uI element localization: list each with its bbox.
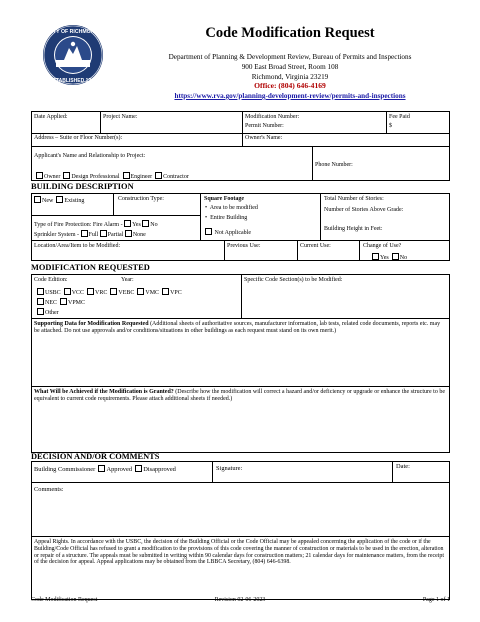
code-nec-option[interactable]: NEC	[37, 300, 57, 306]
fee-paid-label[interactable]: Fee Paid	[389, 114, 410, 120]
other-checkbox[interactable]	[37, 308, 44, 315]
change-yes-option[interactable]: Yes	[372, 255, 389, 261]
fee-dollar-sign: $	[389, 123, 392, 129]
construction-type-label[interactable]: Construction Type:	[118, 196, 164, 202]
code-other-option[interactable]: Other	[37, 308, 59, 317]
current-use-label[interactable]: Current Use:	[300, 243, 331, 249]
commissioner-row: Building Commissioner Approved Disapproved	[34, 466, 176, 473]
code-vrc-option[interactable]: VRC	[87, 290, 107, 296]
address-label[interactable]: Address – Suite or Floor Number(s):	[34, 135, 123, 141]
vpc-checkbox[interactable]	[162, 288, 169, 295]
previous-use-label[interactable]: Previous Use:	[227, 243, 261, 249]
total-stories-label[interactable]: Total Number of Stories:	[324, 196, 384, 202]
stories-above-grade-label[interactable]: Number of Stories Above Grade:	[324, 207, 404, 213]
role-owner-option[interactable]: Owner	[36, 174, 60, 180]
website-link[interactable]: https://www.rva.gov/planning-development-review/permits-and-inspections	[174, 92, 406, 100]
applicant-role-options	[36, 172, 189, 181]
sprinkler-none-option[interactable]: None	[125, 232, 146, 238]
contractor-checkbox[interactable]	[155, 172, 162, 179]
modification-requested-heading: MODIFICATION REQUESTED	[31, 263, 150, 272]
code-usbc-option[interactable]: USBC	[37, 290, 61, 296]
year-label[interactable]: Year:	[121, 277, 134, 283]
vrc-checkbox[interactable]	[87, 288, 94, 295]
vpmc-checkbox[interactable]	[60, 298, 67, 305]
svg-text:ESTABLISHED 1742: ESTABLISHED 1742	[49, 78, 97, 84]
owner-checkbox[interactable]	[36, 172, 43, 179]
not-applicable-checkbox[interactable]	[205, 228, 212, 235]
applicant-label[interactable]: Applicant's Name and Relationship to Project:	[34, 153, 146, 159]
disapproved-option[interactable]: Disapproved	[135, 466, 176, 473]
svg-text:CITY OF RICHMOND: CITY OF RICHMOND	[47, 29, 99, 35]
role-engineer-option[interactable]: Engineer	[123, 174, 153, 180]
code-vcc-option[interactable]: VCC	[64, 290, 84, 296]
code-vpmc-option[interactable]: VPMC	[60, 300, 85, 306]
approved-checkbox[interactable]	[98, 465, 105, 472]
code-vebc-option[interactable]: VEBC	[110, 290, 134, 296]
fire-alarm-no-option[interactable]: No	[142, 222, 157, 228]
code-options-row1	[37, 288, 182, 297]
status-existing-option[interactable]: Existing	[56, 198, 84, 204]
address-line-1: 900 East Broad Street, Room 108	[241, 63, 339, 71]
signature-label[interactable]: Signature:	[216, 465, 243, 472]
department-line: Department of Planning & Development Review, Bureau of Permits and Inspections	[168, 53, 412, 61]
vcc-checkbox[interactable]	[64, 288, 71, 295]
comments-label[interactable]: Comments:	[34, 486, 64, 493]
owner-name-label[interactable]: Owner's Name:	[245, 135, 283, 141]
city-seal	[42, 24, 104, 86]
engineer-checkbox[interactable]	[123, 172, 130, 179]
fire-alarm-row: Type of Fire Protection: Fire Alarm - Yes No	[34, 222, 158, 228]
permit-number-label[interactable]: Permit Number:	[245, 123, 284, 129]
vebc-checkbox[interactable]	[110, 288, 117, 295]
footer-page-number: Page 1 of 1	[422, 597, 450, 603]
sf-entire-building-item[interactable]: • Entire Building	[205, 215, 248, 221]
sf-area-modified-item[interactable]: • Area to be modified	[205, 205, 258, 211]
design-professional-checkbox[interactable]	[63, 172, 70, 179]
sprinkler-partial-option[interactable]: Partial	[100, 232, 124, 238]
address-line-2: Richmond, Virginia 23219	[251, 73, 329, 81]
appeal-rights-text: Appeal Rights. In accordance with the USBC, the decision of the Building Official or the Code Official may be appealed concerning the application of the code or if the Building/Code Official has refused to grant a modification to the provisions of this code covering the manner of construction or materials to be used in the erection, alteration or repair of a structure. The appeals must be submitted in writing within 90 calendar days for construction matters; 21 calendar days for maintenance matters, from the receipt of the decision for appeal. Appeal applications may be obtained from the LBBCA Secretary, (804) 646-6398.	[34, 539, 444, 566]
approved-option[interactable]: Approved	[98, 466, 132, 473]
project-name-label[interactable]: Project Name:	[103, 114, 138, 120]
modification-number-label[interactable]: Modification Number:	[245, 114, 300, 120]
role-design-option[interactable]: Design Professional	[63, 174, 119, 180]
code-edition-label: Code Edition:	[34, 277, 68, 283]
phone-number-label[interactable]: Phone Number:	[315, 162, 353, 168]
page-title: Code Modification Request	[205, 25, 375, 41]
sprinkler-full-option[interactable]: Full	[81, 232, 99, 238]
sprinkler-full-checkbox[interactable]	[81, 230, 88, 237]
change-of-use-options	[372, 253, 407, 262]
usbc-checkbox[interactable]	[37, 288, 44, 295]
building-status-options	[34, 196, 84, 205]
disapproved-checkbox[interactable]	[135, 465, 142, 472]
building-height-label[interactable]: Building Height in Feet:	[324, 226, 383, 232]
fire-alarm-yes-option[interactable]: Yes	[124, 222, 141, 228]
decision-heading: DECISION AND/OR COMMENTS	[31, 452, 160, 461]
sprinkler-none-checkbox[interactable]	[125, 230, 132, 237]
existing-checkbox[interactable]	[56, 196, 63, 203]
change-no-checkbox[interactable]	[392, 253, 399, 260]
footer-revision: Revision 02-06-2023	[214, 597, 266, 603]
nec-checkbox[interactable]	[37, 298, 44, 305]
modification-achieved-field[interactable]: What Will be Achieved if the Modification is Granted? (Describe how the modification will correct a hazard and/or deficiency or upgrade or enhance the structure to be equivalent to current code requirements. Please attach additional sheets if needed.)	[34, 389, 445, 402]
status-new-option[interactable]: New	[34, 198, 53, 204]
vmc-checkbox[interactable]	[137, 288, 144, 295]
not-applicable-option[interactable]: Not Applicable	[205, 228, 251, 237]
date-applied-label[interactable]: Date Applied:	[34, 114, 68, 120]
code-vpc-option[interactable]: VPC	[162, 290, 182, 296]
code-vmc-option[interactable]: VMC	[137, 290, 159, 296]
change-of-use-label: Change of Use?	[363, 243, 402, 249]
sprinkler-partial-checkbox[interactable]	[100, 230, 107, 237]
supporting-data-field[interactable]: Supporting Data for Modification Requested (Additional sheets of authoritative sources, manufacturer information, lab tests, related code documents, reports etc. may be attached. Do not use approvals and/or conditions/situations in other buildings as each request must stand on its own merit.)	[34, 321, 441, 334]
office-phone: Office: (804) 646-4169	[254, 81, 326, 90]
code-options-row2	[37, 298, 85, 307]
building-description-heading: BUILDING DESCRIPTION	[31, 182, 134, 191]
role-contractor-option[interactable]: Contractor	[155, 174, 189, 180]
sprinkler-row: Sprinkler System - Full Partial None	[34, 232, 146, 238]
footer-form-name: Code Modification Request	[31, 597, 98, 603]
change-no-option[interactable]: No	[392, 255, 407, 261]
fire-alarm-no-checkbox[interactable]	[142, 220, 149, 227]
change-yes-checkbox[interactable]	[372, 253, 379, 260]
specific-code-section-label[interactable]: Specific Code Section(s) to be Modified:	[244, 277, 343, 283]
new-checkbox[interactable]	[34, 196, 41, 203]
decision-date-label[interactable]: Date:	[396, 463, 410, 470]
fire-alarm-yes-checkbox[interactable]	[124, 220, 131, 227]
square-footage-label: Square Footage	[204, 196, 245, 202]
location-label[interactable]: Location/Area/Item to be Modified:	[34, 243, 121, 249]
